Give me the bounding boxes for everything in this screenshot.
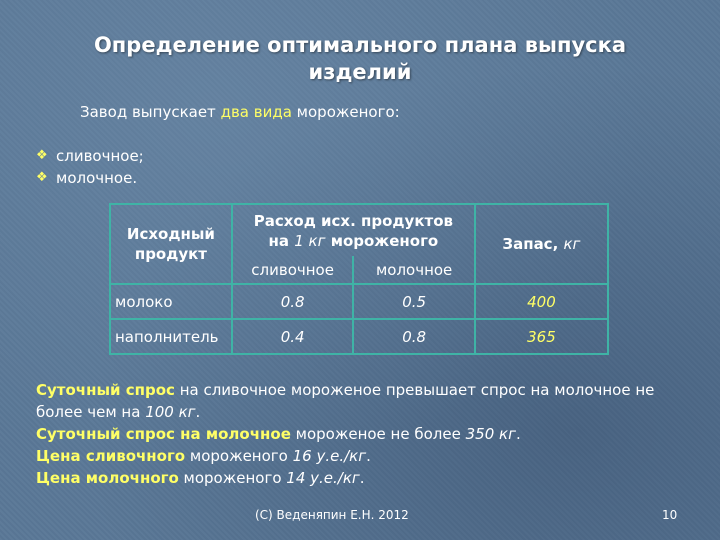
row-creamy-value: 0.8 <box>232 284 354 319</box>
header-stock <box>475 204 608 284</box>
condition-bold: сливочного <box>85 447 186 465</box>
condition-end: . <box>359 469 365 487</box>
row-stock-value: 365 <box>475 319 608 354</box>
table-row <box>110 319 608 354</box>
condition-italic: 100 кг <box>145 403 196 421</box>
diamond-bullet-icon: ❖ <box>36 170 48 185</box>
condition-text: на сливочное мороженое превышает спрос на молочное не более чем на <box>36 381 655 421</box>
condition-italic: 350 кг <box>465 425 516 443</box>
condition-bold: Цена молочного <box>36 469 179 487</box>
condition-italic: 16 у.е./кг <box>292 447 367 465</box>
header-consumption-pre: на <box>268 231 295 250</box>
condition-text: мороженого <box>185 447 293 465</box>
resources-table <box>109 203 609 355</box>
bullet-item <box>36 167 144 189</box>
header-stock-label: Запас, <box>502 235 564 253</box>
row-milk-value: 0.8 <box>353 319 474 354</box>
condition-text: мороженого <box>178 469 287 487</box>
header-consumption-unit: 1 кг <box>294 231 326 250</box>
condition-bold: Суточный спрос на молочное <box>36 425 291 443</box>
row-product: наполнитель <box>110 319 232 354</box>
intro-pre: Завод выпускает <box>80 103 221 121</box>
slide-title-line1: Определение оптимального плана выпуска <box>93 33 627 57</box>
subheader-creamy: сливочное <box>232 256 354 284</box>
condition-bold: Суточный спрос <box>36 381 175 399</box>
footer-copyright: (C) Веденяпин Е.Н. 2012 <box>255 508 409 522</box>
condition-end: . <box>195 403 201 421</box>
table-row <box>110 284 608 319</box>
condition-line <box>36 423 696 445</box>
bullet-text: молочное. <box>56 169 138 187</box>
row-product: молоко <box>110 284 232 319</box>
header-consumption <box>232 204 475 256</box>
condition-text: мороженое не более <box>290 425 466 443</box>
slide-title-line2: изделий <box>308 60 412 84</box>
condition-line <box>36 467 696 489</box>
bullet-list <box>36 145 144 189</box>
intro-text <box>80 103 400 121</box>
header-consumption-post: мороженого <box>325 231 439 250</box>
condition-bold: Цена <box>36 447 86 465</box>
header-product <box>110 204 232 284</box>
intro-post: мороженого: <box>291 103 400 121</box>
bullet-text: сливочное; <box>56 147 144 165</box>
slide-title <box>0 32 720 86</box>
row-creamy-value: 0.4 <box>232 319 354 354</box>
intro-highlight: два вида <box>220 103 292 121</box>
row-stock-value: 400 <box>475 284 608 319</box>
condition-italic: 14 у.е./кг <box>286 469 360 487</box>
subheader-milk: молочное <box>353 256 474 284</box>
header-consumption-line1: Расход исх. продуктов <box>253 211 453 230</box>
condition-line <box>36 445 696 467</box>
conditions-text <box>36 379 696 489</box>
condition-line <box>36 379 696 423</box>
header-stock-unit: кг <box>563 235 581 253</box>
condition-end: . <box>515 425 521 443</box>
header-product-line2: продукт <box>134 245 208 263</box>
page-number: 10 <box>662 508 678 522</box>
header-product-line1: Исходный <box>126 225 215 243</box>
row-milk-value: 0.5 <box>353 284 474 319</box>
diamond-bullet-icon: ❖ <box>36 148 48 163</box>
bullet-item <box>36 145 144 167</box>
header-consumption-line2 <box>233 231 474 251</box>
condition-end: . <box>366 447 371 465</box>
